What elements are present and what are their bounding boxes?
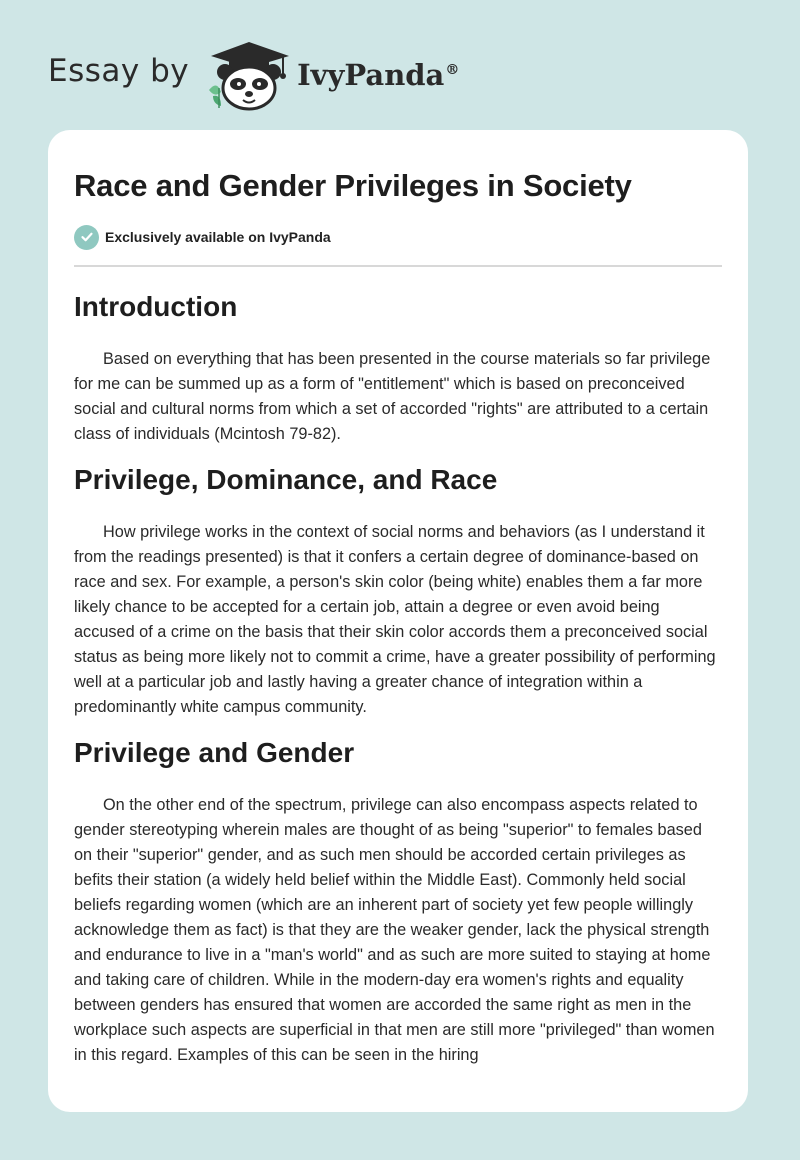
section-heading: Introduction: [74, 291, 238, 322]
section-introduction: [74, 289, 722, 447]
brand-name[interactable]: IvyPanda®: [297, 58, 460, 92]
essay-card: [48, 130, 748, 1112]
section-heading: Privilege, Dominance, and Race: [74, 464, 498, 495]
section-paragraph: On the other end of the spectrum, privilege can also encompass aspects related to gender stereotyping wherein males are thought of as being "superior" to females based on their "superior" gender, and as such men should be accorded certain privileges as befits their station (a widely held belief within the Middle East). Commonly held social beliefs regarding women (which are an inherent part of society yet few people willingly acknowledge them as fact) is that they are the weaker gender, lack the physical strength and endurance to live in a "man's world" and as such are more suited to staying at home and taking care of children. While in the modern-day era women's rights and equality between genders has ensured that women are accorded the same right as men in the workplace such aspects are superficial in that men are still more "privileged" than women in this regard. Examples of this can be seen in the hiring: [74, 796, 715, 1064]
brand-prefix: Essay by: [48, 53, 190, 89]
section-privilege-dominance-race: [74, 462, 722, 720]
check-icon: [74, 225, 99, 250]
badge-label: Exclusively available on IvyPanda: [105, 229, 331, 245]
section-privilege-gender: [74, 735, 722, 1068]
section-heading: Privilege and Gender: [74, 737, 355, 768]
section-paragraph: How privilege works in the context of social norms and behaviors (as I understand it from the readings presented) is that it confers a certain degree of dominance-based on race and sex. For example, a person's skin color (being white) enables them a far more likely chance to be accepted for a certain job, attain a degree or even avoid being accused of a crime on the basis that their skin color accords them a preconceived social status as being more likely not to commit a crime, have a greater possibility of performing well at a particular job and lastly having a greater chance of integration within a predominantly white campus community.: [74, 523, 716, 716]
registered-mark: ®: [445, 62, 460, 79]
exclusive-badge: [74, 224, 722, 250]
divider: [74, 265, 722, 267]
brand-header: [48, 36, 459, 112]
page-title: Race and Gender Privileges in Society: [74, 168, 632, 203]
panda-logo-icon[interactable]: [203, 36, 295, 112]
section-paragraph: Based on everything that has been presented in the course materials so far privilege for me can be summed up as a form of "entitlement" which is based on preconceived social and cultural norms from which a set of accorded "rights" are attributed to a certain class of individuals (Mcintosh 79-82).: [74, 350, 711, 443]
